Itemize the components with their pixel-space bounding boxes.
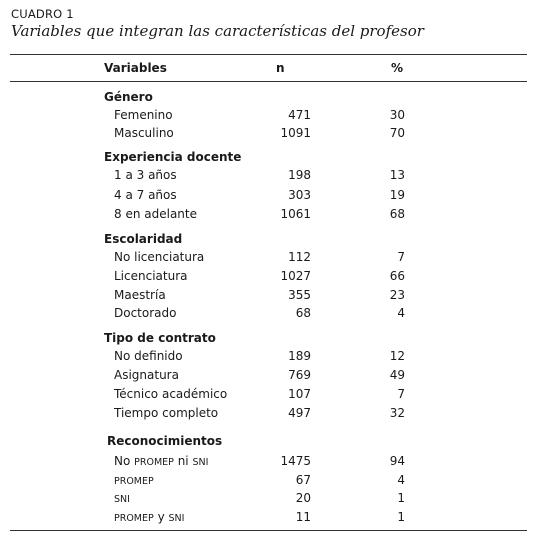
row-label	[114, 489, 130, 509]
row-percent: 4	[397, 306, 405, 320]
row-n: 355	[288, 288, 311, 302]
row-label: 1 a 3 años	[114, 168, 177, 182]
table-row	[0, 186, 540, 204]
category-title: Reconocimientos	[107, 434, 223, 448]
row-label: Tiempo completo	[114, 406, 219, 420]
row-label: No definido	[114, 349, 183, 363]
table-title: Variables que integran las características del profesor	[11, 22, 424, 40]
table-row	[0, 267, 540, 285]
row-percent: 7	[397, 387, 405, 401]
row-label: Maestría	[114, 288, 166, 302]
row-percent: 30	[389, 108, 405, 122]
acronym-sni: SNI	[114, 494, 130, 505]
row-label: Doctorado	[114, 306, 177, 320]
row-percent: 7	[397, 250, 405, 264]
row-label-part: No	[114, 454, 135, 468]
row-percent: 49	[389, 368, 405, 382]
row-n: 198	[288, 168, 311, 182]
row-label-part: ni	[173, 454, 193, 468]
table-row	[0, 385, 540, 403]
acronym-promep: PROMEP	[134, 457, 174, 468]
category-title: Experiencia docente	[104, 150, 242, 164]
table-row	[0, 508, 540, 526]
table-row	[0, 366, 540, 384]
row-n: 1027	[280, 269, 311, 283]
row-percent: 68	[389, 207, 405, 221]
caption-label: CUADRO 1	[11, 7, 74, 21]
table-row	[0, 404, 540, 422]
row-n: 497	[288, 406, 311, 420]
header-row	[0, 59, 540, 77]
table-row	[0, 248, 540, 266]
row-label: Masculino	[114, 126, 174, 140]
row-percent: 23	[389, 288, 405, 302]
row-n: 68	[295, 306, 311, 320]
table-row	[0, 106, 540, 124]
category-title: Escolaridad	[104, 232, 183, 246]
row-label: Licenciatura	[114, 269, 188, 283]
table-row	[0, 166, 540, 184]
acronym-sni: SNI	[168, 513, 185, 524]
category-genero	[0, 88, 540, 106]
row-label	[114, 508, 184, 528]
row-label: Femenino	[114, 108, 173, 122]
row-n: 20	[295, 491, 311, 505]
row-label: 4 a 7 años	[114, 188, 177, 202]
row-label: No licenciatura	[114, 250, 205, 264]
acronym-promep: PROMEP	[114, 513, 154, 524]
acronym-promep: PROMEP	[114, 476, 154, 487]
row-percent: 70	[389, 126, 405, 140]
table-row	[0, 205, 540, 223]
row-label-part: y	[153, 510, 169, 524]
table-row	[0, 286, 540, 304]
row-percent: 19	[389, 188, 405, 202]
table-row	[0, 347, 540, 365]
table-row	[0, 489, 540, 507]
category-title: Tipo de contrato	[104, 331, 216, 345]
row-label: 8 en adelante	[114, 207, 197, 221]
row-percent: 1	[397, 510, 405, 524]
header-n: n	[276, 61, 285, 75]
category-escolaridad	[0, 230, 540, 248]
row-n: 1475	[280, 454, 311, 468]
row-percent: 32	[389, 406, 405, 420]
bottom-rule	[10, 530, 527, 531]
category-experiencia	[0, 148, 540, 166]
row-percent: 13	[389, 168, 405, 182]
row-n: 1091	[280, 126, 311, 140]
row-percent: 66	[389, 269, 405, 283]
category-title: Género	[104, 90, 153, 104]
category-contrato	[0, 329, 540, 347]
row-label: Técnico académico	[114, 387, 228, 401]
row-n: 189	[288, 349, 311, 363]
row-percent: 4	[397, 473, 405, 487]
row-n: 471	[288, 108, 311, 122]
header-rule	[10, 81, 527, 82]
row-n: 1061	[280, 207, 311, 221]
row-label: Asignatura	[114, 368, 179, 382]
row-n: 107	[288, 387, 311, 401]
row-n: 112	[288, 250, 311, 264]
row-percent: 12	[389, 349, 405, 363]
row-label	[114, 471, 154, 491]
header-variables: Variables	[104, 61, 167, 75]
row-n: 11	[295, 510, 311, 524]
table-row	[0, 124, 540, 142]
row-percent: 1	[397, 491, 405, 505]
table-row	[0, 304, 540, 322]
row-n: 67	[295, 473, 311, 487]
category-reconocimientos	[0, 432, 540, 450]
top-rule	[10, 54, 527, 55]
table-row	[0, 452, 540, 470]
row-n: 303	[288, 188, 311, 202]
row-n: 769	[288, 368, 311, 382]
row-percent: 94	[389, 454, 405, 468]
row-label	[114, 452, 208, 472]
table-row	[0, 471, 540, 489]
acronym-sni: SNI	[192, 457, 209, 468]
header-percent: %	[391, 61, 404, 75]
